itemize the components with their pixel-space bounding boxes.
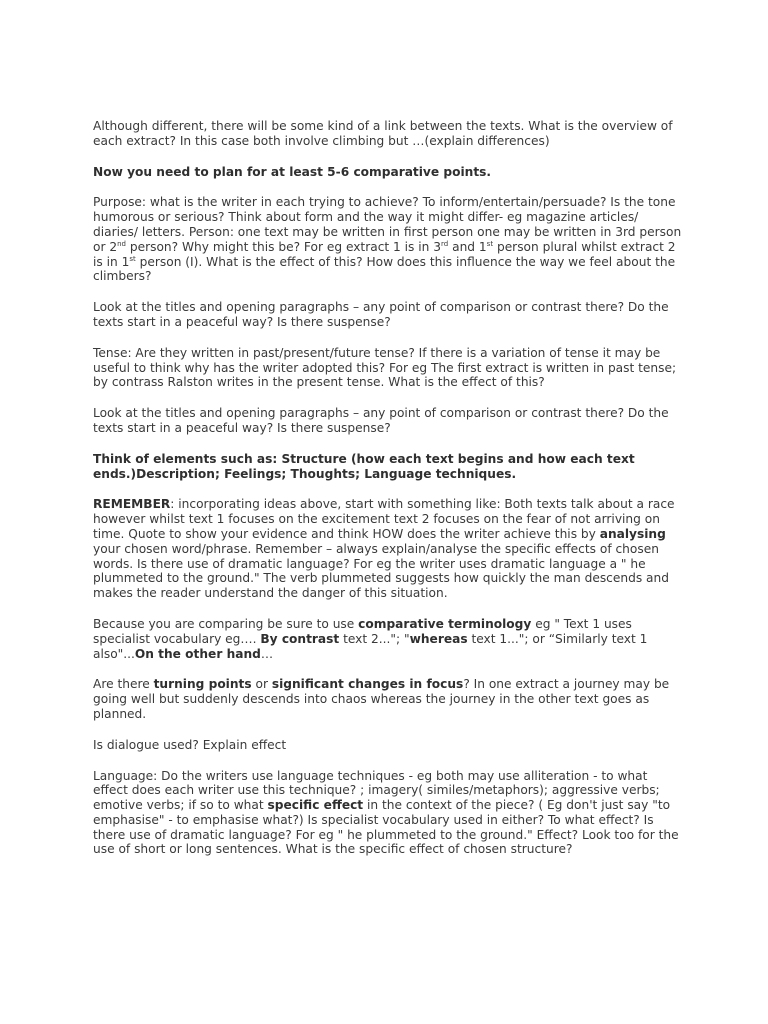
- remember-paragraph: [93, 497, 683, 601]
- purpose-text-d: person plural whilst extract 2 is in 1: [93, 239, 676, 269]
- turning-text-a: Are there: [93, 677, 154, 692]
- turning-points-bold: turning points: [153, 677, 252, 692]
- purpose-text-a: Purpose: what is the writer in each trying to achieve? To inform/entertain/persuade? Is the tone humorous or serious? Think about form and the way it might differ- eg magazine articles/ diaries/ letters. Person: one text may be written in first person one may be written in 3rd person or 2: [93, 195, 682, 254]
- superscript-rd: rd: [441, 239, 449, 248]
- other-hand-bold: On the other hand: [134, 646, 261, 661]
- turning-text-c: ? In one extract a journey may be going well but suddenly descends into chaos whereas the journey in the other text goes as planned.: [93, 677, 670, 721]
- plan-heading: Now you need to plan for at least 5-6 comparative points.: [93, 164, 492, 179]
- remember-text-b: your chosen word/phrase. Remember – always explain/analyse the specific effects of chosen words. Is there use of dramatic language? For eg the writer uses dramatic language a " he plummeted to the ground." The verb plummeted suggests how quickly the man descends and makes the reader understand the danger of this situation.: [93, 541, 669, 601]
- dialogue-paragraph: Is dialogue used? Explain effect: [93, 737, 287, 752]
- overview-paragraph: Although different, there will be some kind of a link between the texts. What is the overview of each extract? In this case both involve climbing but …(explain differences): [93, 119, 673, 148]
- superscript-st-2: st: [129, 254, 136, 263]
- tense-paragraph: Tense: Are they written in past/present/future tense? If there is a variation of tense it may be useful to think why has the writer adopted this? For eg The first extract is written in past tense; by contrass Ralston writes in the present tense. What is the effect of this?: [93, 345, 677, 390]
- analysing-bold: analysing: [599, 526, 666, 541]
- language-text-b: in the context of the piece? ( Eg don't just say "to emphasise" - to emphasise what?) Is specialist vocabulary used in either? To what effect? Is there use of dramatic language? For eg " he plummeted to the ground." Effect? Look too for the use of short or long sentences. What is the specific effect of chosen structure?: [93, 798, 679, 857]
- terminology-text-d: text 1..."; or “Similarly text 1 also"...: [93, 631, 648, 661]
- titles-paragraph-repeat: Look at the titles and opening paragraphs – any point of comparison or contrast there? Do the texts start in a peaceful way? Is there suspense?: [93, 406, 669, 435]
- elements-heading: Think of elements such as: Structure (how each text begins and how each text ends.)Description; Feelings; Thoughts; Language techniques.: [93, 451, 635, 481]
- language-paragraph: [93, 769, 683, 858]
- terminology-text-a: Because you are comparing be sure to use: [93, 616, 359, 631]
- purpose-text-e: person (I). What is the effect of this? How does this influence the way we feel about the climbers?: [93, 254, 676, 284]
- purpose-text-c: and 1: [448, 239, 487, 254]
- whereas-bold: whereas: [409, 631, 468, 646]
- superscript-st-1: st: [486, 239, 494, 248]
- remember-label: REMEMBER: [93, 497, 171, 512]
- document-page: [93, 119, 683, 873]
- superscript-nd: nd: [117, 239, 126, 248]
- terminology-text-e: …: [260, 646, 274, 661]
- remember-text-a: : incorporating ideas above, start with something like: Both texts talk about a race however whilst text 1 focuses on the excitement text 2 focuses on the fear of not arriving on time. Quote to show your evidence and think HOW does the writer achieve this by: [93, 497, 675, 541]
- by-contrast-bold: By contrast: [260, 631, 340, 646]
- significant-changes-bold: significant changes in focus: [271, 677, 464, 692]
- terminology-paragraph: [93, 617, 683, 661]
- terminology-text-b: eg " Text 1 uses specialist vocabulary eg….: [93, 616, 632, 646]
- specific-effect-bold: specific effect: [267, 798, 364, 813]
- purpose-paragraph: [93, 195, 683, 284]
- language-text-a: Language: Do the writers use language techniques - eg both may use alliteration - to what effect does each writer use this technique? ; imagery( similes/metaphors); aggressive verbs; emotive verbs; if so to what: [93, 768, 660, 813]
- comparative-terminology-bold: comparative terminology: [358, 616, 532, 631]
- turning-points-paragraph: [93, 677, 683, 721]
- terminology-text-c: text 2..."; ": [339, 631, 410, 646]
- turning-text-b: or: [251, 677, 272, 692]
- purpose-text-b: person? Why might this be? For eg extract 1 is in 3: [126, 239, 442, 254]
- titles-paragraph: Look at the titles and opening paragraphs – any point of comparison or contrast there? Do the texts start in a peaceful way? Is there suspense?: [93, 300, 669, 329]
